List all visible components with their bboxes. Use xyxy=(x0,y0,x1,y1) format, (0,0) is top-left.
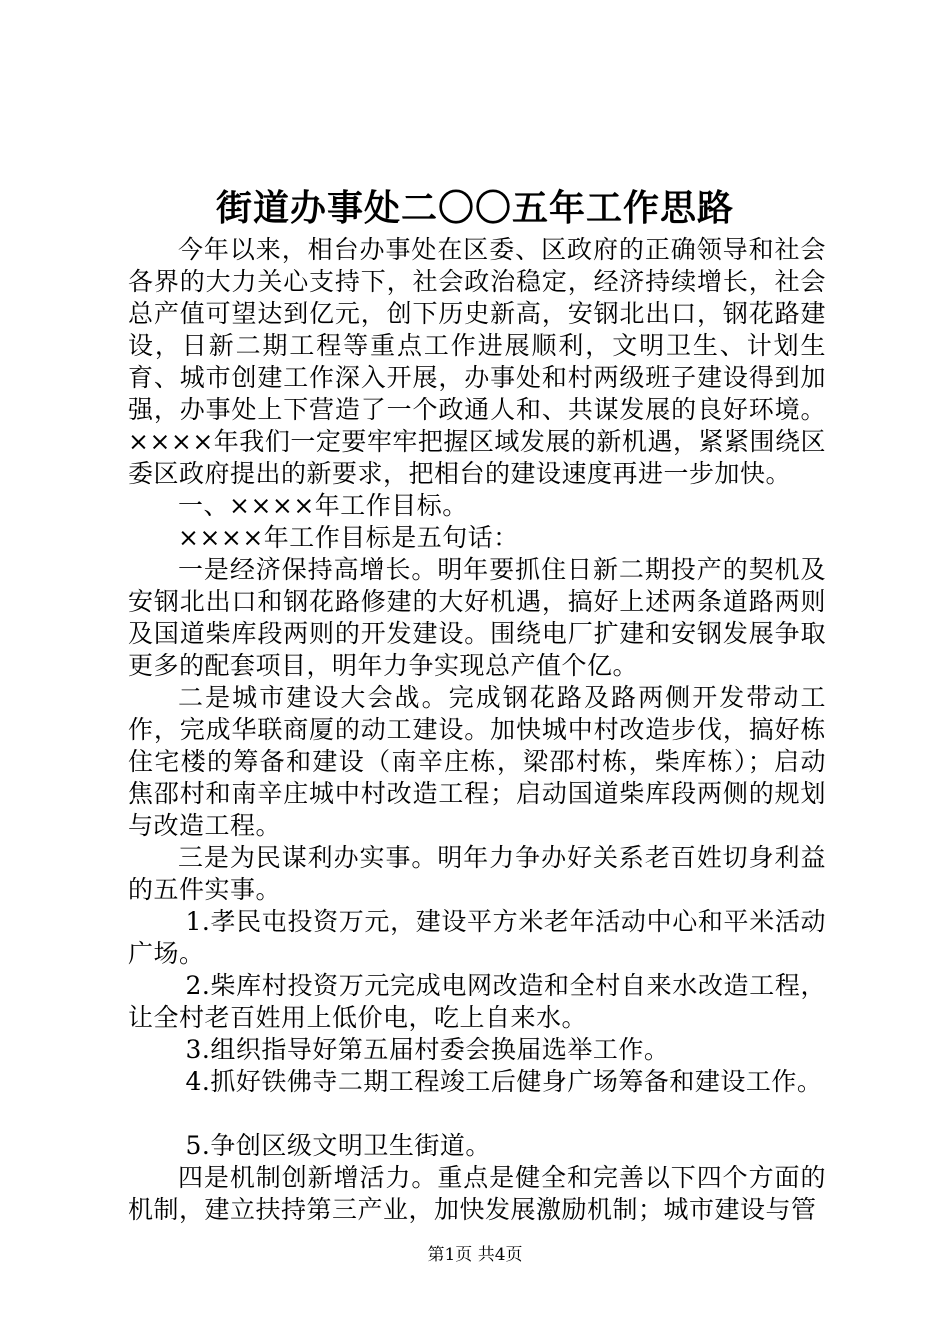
paragraph-section-heading: 一、××××年工作目标。 xyxy=(178,491,468,520)
document-title: 街道办事处二〇〇五年工作思路 xyxy=(215,187,734,229)
list-item-5: 5.争创区级文明卫生街道。 xyxy=(185,1131,491,1160)
paragraph-intro: 今年以来，相台办事处在区委、区政府的正确领导和社会各界的大力关心支持下，社会政治稳定，经济持续增长，社会总产值可望达到亿元，创下历史新高，安钢北出口，钢花路建设，日新二期工程等重点工作进展顺利，文明卫生、计划生育、城市创建工作深入开展，办事处和村两级班子建设得到加强，办事处上下营造了一个政通人和、共谋发展的良好环境。××××年我们一定要牢牢把握区域发展的新机遇，紧紧围绕区委区政府提出的新要求，把相台的建设速度再进一步加快。 xyxy=(128,235,826,488)
list-item-3: 3.组织指导好第五届村委会换届选举工作。 xyxy=(185,1035,670,1064)
list-item-1: 1.孝民屯投资万元，建设平方米老年活动中心和平米活动广场。 xyxy=(128,907,826,968)
document-body xyxy=(128,234,826,1226)
page-footer: 第1页 共4页 xyxy=(427,1245,523,1265)
paragraph-goals-lead: ××××年工作目标是五句话： xyxy=(178,523,519,552)
list-item-2: 2.柴库村投资万元完成电网改造和全村自来水改造工程，让全村老百姓用上低价电，吃上自来水。 xyxy=(128,971,826,1032)
paragraph-goal-construction: 二是城市建设大会战。完成钢花路及路两侧开发带动工作，完成华联商厦的动工建设。加快城中村改造步伐，搞好栋住宅楼的筹备和建设（南辛庄栋，梁邵村栋，柴库栋）；启动焦邵村和南辛庄城中村改造工程；启动国道柴库段两侧的规划与改造工程。 xyxy=(128,683,826,840)
list-item-4: 4.抓好铁佛寺二期工程竣工后健身广场筹备和建设工作。 xyxy=(185,1067,823,1096)
paragraph-goal-practical-matters: 三是为民谋利办实事。明年力争办好关系老百姓切身利益的五件实事。 xyxy=(128,843,826,904)
paragraph-goal-economy: 一是经济保持高增长。明年要抓住日新二期投产的契机及安钢北出口和钢花路修建的大好机遇，搞好上述两条道路两则及国道柴库段两则的开发建设。围绕电厂扩建和安钢发展争取更多的配套项目，明年力争实现总产值个亿。 xyxy=(128,555,826,680)
paragraph-goal-mechanism: 四是机制创新增活力。重点是健全和完善以下四个方面的机制，建立扶持第三产业，加快发展激励机制；城市建设与管 xyxy=(128,1163,826,1224)
